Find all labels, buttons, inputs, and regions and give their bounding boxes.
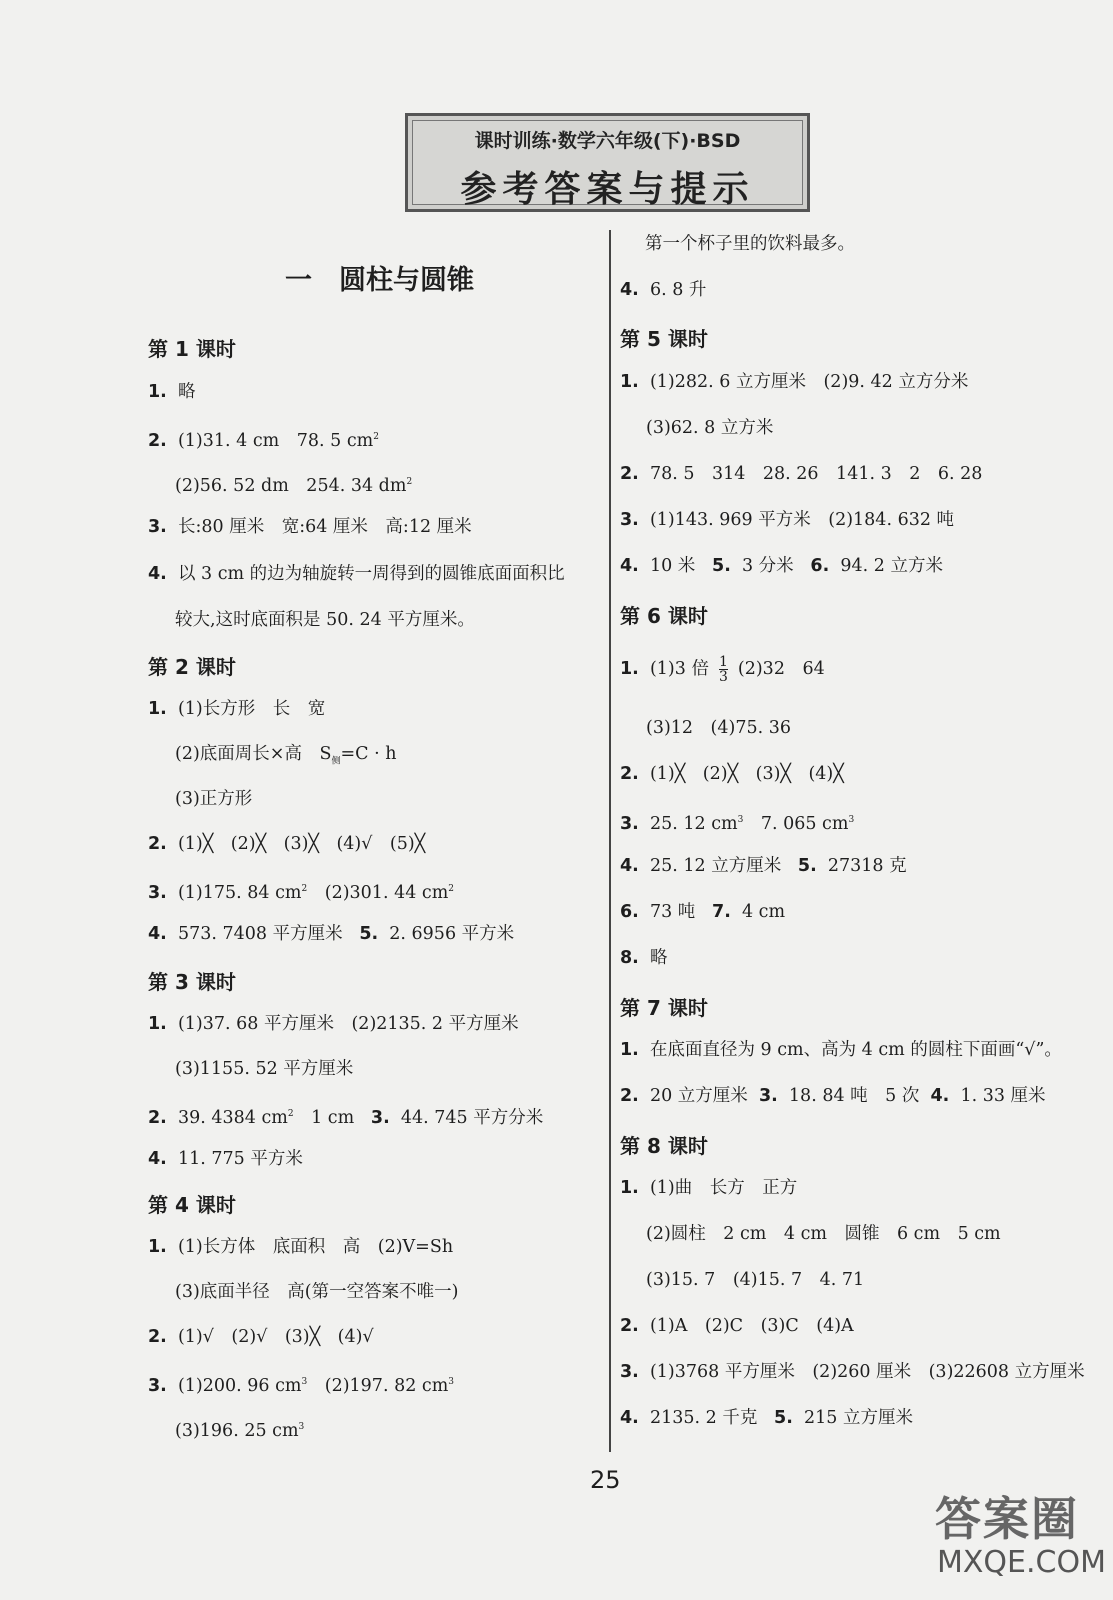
answer-text: (3)底面半径 高(第一空答案不唯一) [175,1282,459,1302]
answer-line: 2. (1)╳ (2)╳ (3)╳ (4)√ (5)╳ [148,834,426,854]
answer-text: 25. 12 cm [649,813,738,834]
answer-text: (1)37. 68 平方厘米 (2)2135. 2 平方厘米 [177,1014,519,1034]
answer-text: 39. 4384 cm [177,1107,288,1128]
answer-text: (1)31. 4 cm 78. 5 cm [177,430,374,451]
answer-line: 3. (1)3768 平方厘米 (2)260 厘米 (3)22608 立方厘米 [620,1362,1085,1382]
answer-line: 3. 长:80 厘米 宽:64 厘米 高:12 厘米 [148,517,472,537]
answer-line: 1. (1)3 倍 $\frac{1}{3}$ (2)32 64 [620,654,825,685]
answer-text: 以 3 cm 的边为轴旋转一周得到的圆锥底面面积比 [177,564,565,584]
answer-line [646,1268,864,1292]
answer-line: 4. 10 米 5. 3 分米 6. 94. 2 立方米 [620,556,943,576]
answer-text: 2. 6956 平方米 [389,924,515,944]
answer-line: 2. 78. 5 314 28. 26 141. 3 2 6. 28 [620,464,983,484]
answer-text: 94. 2 立方米 [840,556,943,576]
answer-text: (3)12 (4)75. 36 [646,718,792,738]
header-subtitle: 课时训练·数学六年级(下)·BSD [474,130,741,152]
answer-text: (1)200. 96 cm [177,1375,302,1396]
answer-text: 573. 7408 平方厘米 [177,924,343,944]
answer-text: (1)175. 84 cm [177,882,302,903]
answer-line: 1. 略 [148,382,196,402]
answer-text: 11. 775 平方米 [177,1149,303,1169]
answer-line: 4. 11. 775 平方米 [148,1149,303,1169]
answer-line: (2)56. 52 dm 254. 34 $dm^2$ [175,475,413,496]
answer-text: (2)32 64 [737,659,825,679]
answer-text: (3)1155. 52 平方厘米 [175,1059,354,1079]
answer-line: 3. 25. 12 $cm^3$ 7. 065 $cm^3$ [620,813,855,834]
answer-line: 1. (1)282. 6 立方厘米 (2)9. 42 立方分米 [620,372,969,392]
answer-line [175,1057,353,1081]
answer-line [175,608,475,632]
answer-text: 第一个杯子里的饮料最多。 [645,234,855,254]
answer-text: (1)╳ (2)╳ (3)╳ (4)╳ [649,764,844,784]
answer-line: 1. 在底面直径为 9 cm、高为 4 cm 的圆柱下面画“√”。 [620,1040,1062,1060]
answer-text: 1. 33 厘米 [960,1086,1046,1106]
chapter-title: 一 圆柱与圆锥 [285,265,474,296]
page-number: 25 [590,1466,621,1494]
answer-text: (1)√ (2)√ (3)╳ (4)√ [177,1327,374,1347]
lesson-4-title: 第 4 课时 [148,1193,236,1217]
answer-text: (3)196. 25 cm [175,1420,299,1441]
answer-text: (1)3 倍 [649,659,709,679]
answer-line: 1. (1)长方体 底面积 高 (2)V=Sh [148,1237,454,1257]
answer-text: (2)底面周长×高 S [175,744,332,764]
answer-text: (1)143. 969 平方米 (2)184. 632 吨 [649,510,955,530]
fraction-denominator: 3 [718,669,728,685]
lesson-5-title: 第 5 课时 [620,327,708,351]
answer-text: 10 米 [649,556,696,576]
answer-text: 6. 8 升 [649,280,707,300]
answer-text: 在底面直径为 9 cm、高为 4 cm 的圆柱下面画“√”。 [649,1040,1062,1060]
answer-line [645,232,855,256]
answer-text: 略 [177,382,196,402]
answer-text: (1)曲 长方 正方 [649,1178,798,1198]
answer-text: =C · h [340,744,397,764]
fraction [719,655,728,684]
answer-line: 2. (1)√ (2)√ (3)╳ (4)√ [148,1327,374,1347]
lesson-1-title: 第 1 课时 [148,337,236,361]
answer-text: (1)3768 平方厘米 (2)260 厘米 (3)22608 立方厘米 [649,1362,1085,1382]
answer-text: 长:80 厘米 宽:64 厘米 高:12 厘米 [177,517,472,537]
lesson-7-title: 第 7 课时 [620,996,708,1020]
answer-text: (1)长方形 长 宽 [177,699,326,719]
answer-text: 27318 克 [827,856,907,876]
answer-line: 6. 73 吨 7. 4 cm [620,902,786,922]
answer-line: 2. 20 立方厘米 3. 18. 84 吨 5 次 4. 1. 33 厘米 [620,1086,1046,1106]
answer-text: 略 [649,948,668,968]
answer-text: (2)197. 82 cm [307,1375,449,1396]
answer-text: 4 cm [741,902,786,922]
watermark-url: MXQE.COM [937,1545,1106,1580]
answer-line: 2. (1)31. 4 cm 78. 5 $cm^2$ [148,430,379,451]
answer-text: 20 立方厘米 [649,1086,748,1106]
answer-line: 8. 略 [620,948,668,968]
answer-text: (1)长方体 底面积 高 (2)V=Sh [177,1237,454,1257]
answer-line [646,716,791,740]
header-title: 参考答案与提示 [460,169,755,210]
answer-text: (3)正方形 [175,789,253,809]
answer-text: (2)301. 44 cm [307,882,449,903]
answer-text: 18. 84 吨 5 次 [788,1086,920,1106]
answer-line [646,416,773,440]
answer-text: 7. 065 cm [743,813,849,834]
answer-line [175,1280,458,1304]
header-inner [412,120,803,210]
answer-text: (3)62. 8 立方米 [646,418,774,438]
answer-text: 78. 5 314 28. 26 141. 3 2 6. 28 [649,464,983,484]
answer-line: 2. (1)╳ (2)╳ (3)╳ (4)╳ [620,764,844,784]
header-banner [405,113,810,212]
answer-text: (3)15. 7 (4)15. 7 4. 71 [646,1270,865,1290]
answer-line [646,1222,1001,1246]
answer-line: 4. 6. 8 升 [620,280,707,300]
answer-line: 3. (1)143. 969 平方米 (2)184. 632 吨 [620,510,955,530]
lesson-2-title: 第 2 课时 [148,655,236,679]
answer-line: 3. (1)200. 96 $cm^3$ (2)197. 82 $cm^3$ [148,1375,455,1396]
answer-line: 1. (1)曲 长方 正方 [620,1178,798,1198]
answer-text: 215 立方厘米 [804,1408,913,1428]
answer-line: 3. (1)175. 84 $cm^2$ (2)301. 44 $cm^2$ [148,882,455,903]
answer-text: (2)圆柱 2 cm 4 cm 圆锥 6 cm 5 cm [646,1224,1001,1244]
answer-text: 2135. 2 千克 [649,1408,758,1428]
lesson-6-title: 第 6 课时 [620,604,708,628]
answer-text: 73 吨 [649,902,696,922]
answer-text: (2)56. 52 dm 254. 34 dm [175,475,407,496]
answer-line: 2. (1)A (2)C (3)C (4)A [620,1316,854,1336]
answer-line: 4. 以 3 cm 的边为轴旋转一周得到的圆锥底面面积比 [148,564,565,584]
subscript: 侧 [331,756,341,767]
answer-text: 25. 12 立方厘米 [649,856,782,876]
lesson-8-title: 第 8 课时 [620,1134,708,1158]
answer-text: (1)A (2)C (3)C (4)A [649,1316,854,1336]
watermark-logo [935,1483,1105,1593]
lesson-3-title: 第 3 课时 [148,970,236,994]
answer-line: 2. 39. 4384 $cm^2$ 1 cm 3. 44. 745 平方分米 [148,1107,544,1128]
answer-line: 1. (1)长方形 长 宽 [148,699,326,719]
answer-line: 1. (1)37. 68 平方厘米 (2)2135. 2 平方厘米 [148,1014,519,1034]
answer-text: 较大,这时底面积是 50. 24 平方厘米。 [175,610,475,630]
answer-line: 4. 573. 7408 平方厘米 5. 2. 6956 平方米 [148,924,515,944]
answer-text: 44. 745 平方分米 [400,1107,544,1128]
answer-text: 3 分米 [741,556,794,576]
answer-line: 4. 25. 12 立方厘米 5. 27318 克 [620,856,907,876]
answer-line [175,787,252,811]
answer-text: (1)282. 6 立方厘米 (2)9. 42 立方分米 [649,372,969,392]
column-divider [609,230,611,1452]
answer-line: 4. 2135. 2 千克 5. 215 立方厘米 [620,1408,913,1428]
answer-text: (1)╳ (2)╳ (3)╳ (4)√ (5)╳ [177,834,426,854]
watermark-text: 答案圈 [935,1492,1079,1546]
answer-line [175,742,396,774]
fraction-numerator: 1 [718,654,728,670]
answer-text: 1 cm [293,1107,355,1128]
answer-line: (3)196. 25 $cm^3$ [175,1420,305,1441]
